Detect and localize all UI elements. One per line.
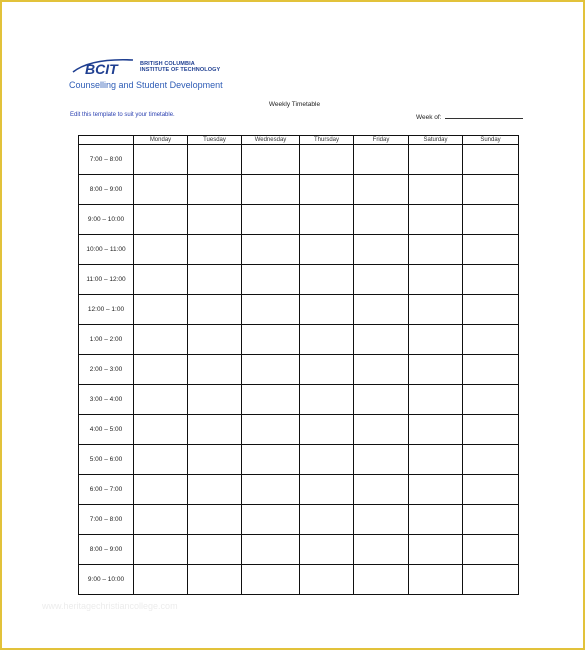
slot-cell-sunday[interactable] <box>463 535 519 565</box>
time-row <box>79 445 519 475</box>
slot-cell-tuesday[interactable] <box>188 295 242 325</box>
slot-cell-saturday[interactable] <box>409 355 463 385</box>
day-header-friday: Friday <box>354 136 409 145</box>
slot-cell-saturday[interactable] <box>409 565 463 595</box>
slot-cell-tuesday[interactable] <box>188 325 242 355</box>
slot-cell-friday[interactable] <box>354 205 409 235</box>
day-header-thursday: Thursday <box>300 136 354 145</box>
logo-line-1: BRITISH COLUMBIA <box>140 60 195 67</box>
slot-cell-monday[interactable] <box>134 355 188 385</box>
slot-cell-wednesday[interactable] <box>242 325 300 355</box>
slot-cell-tuesday[interactable] <box>188 175 242 205</box>
slot-cell-wednesday[interactable] <box>242 505 300 535</box>
time-slot-label: 8:00 – 9:00 <box>79 175 134 205</box>
day-header-sunday: Sunday <box>463 136 519 145</box>
time-row <box>79 415 519 445</box>
slot-cell-friday[interactable] <box>354 325 409 355</box>
bcit-logo-icon <box>71 56 135 78</box>
slot-cell-friday[interactable] <box>354 145 409 175</box>
slot-cell-saturday[interactable] <box>409 535 463 565</box>
slot-cell-tuesday[interactable] <box>188 415 242 445</box>
slot-cell-wednesday[interactable] <box>242 295 300 325</box>
slot-cell-monday[interactable] <box>134 145 188 175</box>
time-row <box>79 475 519 505</box>
slot-cell-monday[interactable] <box>134 505 188 535</box>
timetable-grid <box>78 135 519 595</box>
slot-cell-friday[interactable] <box>354 175 409 205</box>
slot-cell-monday[interactable] <box>134 415 188 445</box>
week-of-label: Week of: <box>416 114 442 121</box>
slot-cell-tuesday[interactable] <box>188 445 242 475</box>
time-row <box>79 295 519 325</box>
slot-cell-wednesday[interactable] <box>242 565 300 595</box>
slot-cell-wednesday[interactable] <box>242 385 300 415</box>
slot-cell-tuesday[interactable] <box>188 145 242 175</box>
slot-cell-thursday[interactable] <box>300 385 354 415</box>
slot-cell-monday[interactable] <box>134 325 188 355</box>
slot-cell-thursday[interactable] <box>300 415 354 445</box>
logo-wordmark: BCIT <box>85 61 118 77</box>
slot-cell-thursday[interactable] <box>300 475 354 505</box>
time-slot-label: 6:00 – 7:00 <box>79 475 134 505</box>
slot-cell-thursday[interactable] <box>300 445 354 475</box>
slot-cell-monday[interactable] <box>134 385 188 415</box>
time-row <box>79 535 519 565</box>
slot-cell-thursday[interactable] <box>300 295 354 325</box>
slot-cell-thursday[interactable] <box>300 565 354 595</box>
day-header-saturday: Saturday <box>409 136 463 145</box>
slot-cell-sunday[interactable] <box>463 565 519 595</box>
slot-cell-thursday[interactable] <box>300 535 354 565</box>
slot-cell-tuesday[interactable] <box>188 565 242 595</box>
slot-cell-wednesday[interactable] <box>242 175 300 205</box>
slot-cell-sunday[interactable] <box>463 325 519 355</box>
slot-cell-wednesday[interactable] <box>242 445 300 475</box>
slot-cell-saturday[interactable] <box>409 175 463 205</box>
slot-cell-tuesday[interactable] <box>188 385 242 415</box>
slot-cell-friday[interactable] <box>354 505 409 535</box>
timetable-title: Weekly Timetable <box>268 101 321 108</box>
time-row <box>79 235 519 265</box>
day-header-monday: Monday <box>134 136 188 145</box>
slot-cell-saturday[interactable] <box>409 145 463 175</box>
slot-cell-sunday[interactable] <box>463 355 519 385</box>
time-slot-label: 11:00 – 12:00 <box>79 265 134 295</box>
slot-cell-wednesday[interactable] <box>242 205 300 235</box>
slot-cell-saturday[interactable] <box>409 235 463 265</box>
slot-cell-sunday[interactable] <box>463 445 519 475</box>
time-slot-label: 9:00 – 10:00 <box>79 205 134 235</box>
slot-cell-friday[interactable] <box>354 565 409 595</box>
slot-cell-friday[interactable] <box>354 235 409 265</box>
time-slot-label: 3:00 – 4:00 <box>79 385 134 415</box>
slot-cell-saturday[interactable] <box>409 445 463 475</box>
department-name: Counselling and Student Development <box>69 80 223 90</box>
slot-cell-monday[interactable] <box>134 535 188 565</box>
slot-cell-monday[interactable] <box>134 235 188 265</box>
slot-cell-tuesday[interactable] <box>188 505 242 535</box>
slot-cell-tuesday[interactable] <box>188 475 242 505</box>
slot-cell-tuesday[interactable] <box>188 205 242 235</box>
slot-cell-monday[interactable] <box>134 175 188 205</box>
slot-cell-friday[interactable] <box>354 355 409 385</box>
slot-cell-wednesday[interactable] <box>242 475 300 505</box>
slot-cell-thursday[interactable] <box>300 205 354 235</box>
slot-cell-saturday[interactable] <box>409 265 463 295</box>
edit-note: Edit this template to suit your timetable. <box>70 112 175 118</box>
time-slot-label: 2:00 – 3:00 <box>79 355 134 385</box>
time-row <box>79 355 519 385</box>
time-slot-label: 7:00 – 8:00 <box>79 145 134 175</box>
slot-cell-tuesday[interactable] <box>188 235 242 265</box>
time-slot-label: 9:00 – 10:00 <box>79 565 134 595</box>
slot-cell-friday[interactable] <box>354 415 409 445</box>
slot-cell-friday[interactable] <box>354 265 409 295</box>
slot-cell-thursday[interactable] <box>300 505 354 535</box>
slot-cell-monday[interactable] <box>134 265 188 295</box>
slot-cell-sunday[interactable] <box>463 205 519 235</box>
slot-cell-thursday[interactable] <box>300 325 354 355</box>
slot-cell-thursday[interactable] <box>300 145 354 175</box>
slot-cell-saturday[interactable] <box>409 325 463 355</box>
slot-cell-friday[interactable] <box>354 445 409 475</box>
week-of-field[interactable] <box>416 112 523 121</box>
slot-cell-friday[interactable] <box>354 535 409 565</box>
week-of-blank[interactable] <box>445 112 523 119</box>
slot-cell-saturday[interactable] <box>409 475 463 505</box>
time-row <box>79 265 519 295</box>
slot-cell-wednesday[interactable] <box>242 235 300 265</box>
slot-cell-sunday[interactable] <box>463 145 519 175</box>
slot-cell-wednesday[interactable] <box>242 535 300 565</box>
day-header-tuesday: Tuesday <box>188 136 242 145</box>
slot-cell-thursday[interactable] <box>300 175 354 205</box>
bcit-logo <box>71 56 220 78</box>
watermark: www.heritagechristiancollege.com <box>42 601 178 611</box>
time-row <box>79 205 519 235</box>
header-row <box>79 136 519 145</box>
slot-cell-sunday[interactable] <box>463 475 519 505</box>
slot-cell-sunday[interactable] <box>463 415 519 445</box>
slot-cell-wednesday[interactable] <box>242 415 300 445</box>
time-slot-label: 1:00 – 2:00 <box>79 325 134 355</box>
slot-cell-saturday[interactable] <box>409 385 463 415</box>
slot-cell-friday[interactable] <box>354 475 409 505</box>
slot-cell-wednesday[interactable] <box>242 355 300 385</box>
time-slot-label: 7:00 – 8:00 <box>79 505 134 535</box>
time-row <box>79 565 519 595</box>
time-slot-label: 8:00 – 9:00 <box>79 535 134 565</box>
slot-cell-sunday[interactable] <box>463 235 519 265</box>
slot-cell-wednesday[interactable] <box>242 145 300 175</box>
time-row <box>79 505 519 535</box>
time-row <box>79 175 519 205</box>
slot-cell-wednesday[interactable] <box>242 265 300 295</box>
slot-cell-saturday[interactable] <box>409 205 463 235</box>
time-row <box>79 145 519 175</box>
slot-cell-friday[interactable] <box>354 385 409 415</box>
time-row <box>79 385 519 415</box>
slot-cell-tuesday[interactable] <box>188 265 242 295</box>
slot-cell-monday[interactable] <box>134 565 188 595</box>
slot-cell-tuesday[interactable] <box>188 535 242 565</box>
time-slot-label: 10:00 – 11:00 <box>79 235 134 265</box>
corner-cell <box>79 136 134 145</box>
time-slot-label: 12:00 – 1:00 <box>79 295 134 325</box>
slot-cell-saturday[interactable] <box>409 505 463 535</box>
slot-cell-sunday[interactable] <box>463 385 519 415</box>
slot-cell-sunday[interactable] <box>463 295 519 325</box>
slot-cell-monday[interactable] <box>134 205 188 235</box>
slot-cell-tuesday[interactable] <box>188 355 242 385</box>
slot-cell-monday[interactable] <box>134 295 188 325</box>
slot-cell-sunday[interactable] <box>463 505 519 535</box>
slot-cell-friday[interactable] <box>354 295 409 325</box>
slot-cell-thursday[interactable] <box>300 235 354 265</box>
slot-cell-monday[interactable] <box>134 445 188 475</box>
time-row <box>79 325 519 355</box>
slot-cell-sunday[interactable] <box>463 175 519 205</box>
time-slot-label: 4:00 – 5:00 <box>79 415 134 445</box>
slot-cell-sunday[interactable] <box>463 265 519 295</box>
logo-line-2: INSTITUTE OF TECHNOLOGY <box>140 67 221 73</box>
day-header-wednesday: Wednesday <box>242 136 300 145</box>
slot-cell-saturday[interactable] <box>409 415 463 445</box>
slot-cell-thursday[interactable] <box>300 355 354 385</box>
slot-cell-monday[interactable] <box>134 475 188 505</box>
time-slot-label: 5:00 – 6:00 <box>79 445 134 475</box>
slot-cell-thursday[interactable] <box>300 265 354 295</box>
slot-cell-saturday[interactable] <box>409 295 463 325</box>
